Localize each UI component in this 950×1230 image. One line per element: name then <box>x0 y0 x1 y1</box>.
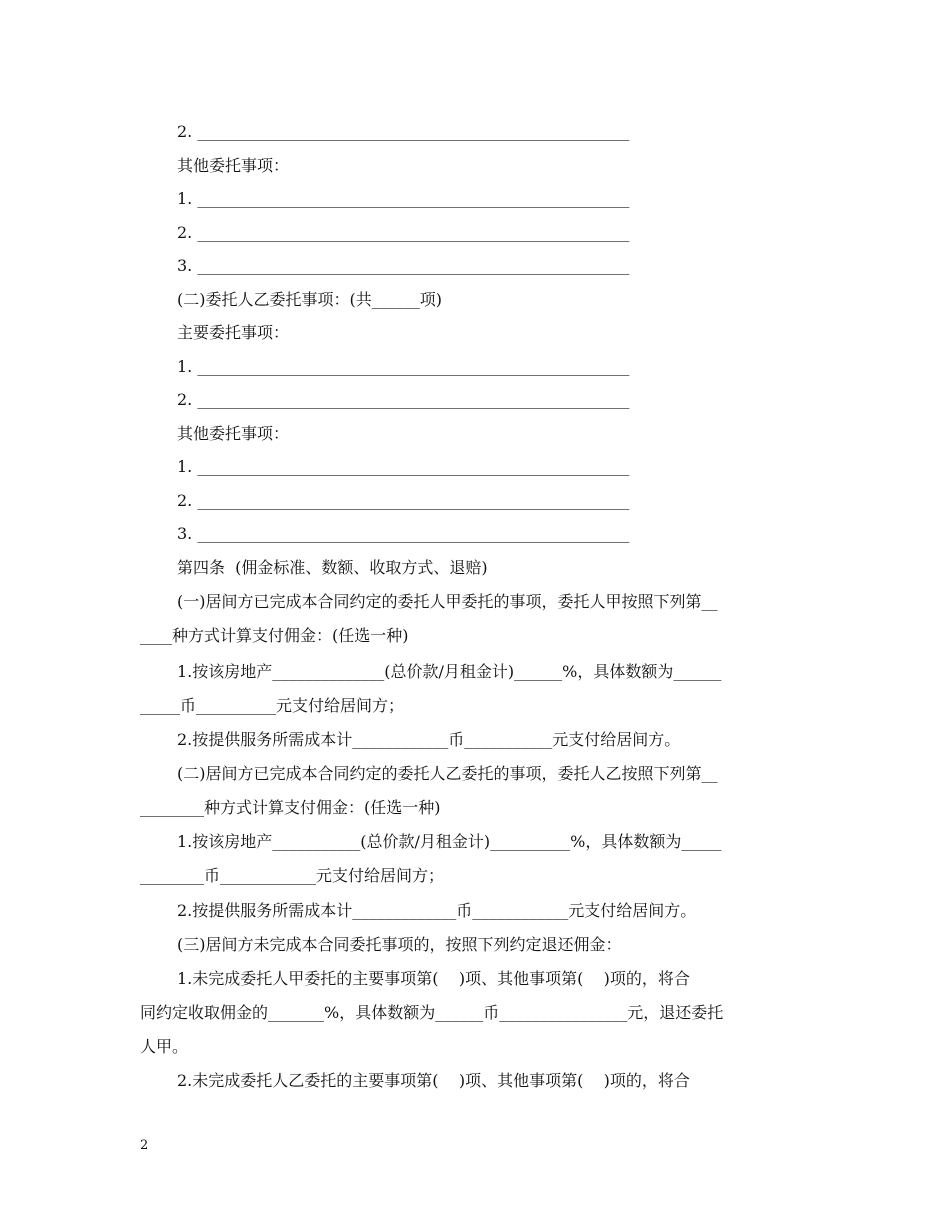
section-heading: 其他委托事项： <box>177 156 290 175</box>
paragraph-line: 人甲。 <box>140 1037 189 1056</box>
paragraph-line: 1.按该房地产___________(总价款/月租金计)__________%，具体数额为_____ <box>177 832 722 851</box>
list-item: 2. ______________________________________________________ <box>177 491 630 510</box>
list-item: 2. ______________________________________________________ <box>177 122 630 141</box>
paragraph-line: ________种方式计算支付佣金：(任选一种) <box>140 798 441 817</box>
list-item: 3. ______________________________________________________ <box>177 524 630 543</box>
list-item: 1. ______________________________________________________ <box>177 457 630 476</box>
list-item: 2. ______________________________________________________ <box>177 390 630 409</box>
paragraph-line: 1.按该房地产______________(总价款/月租金计)______%，具体数额为______ <box>177 662 722 681</box>
paragraph-line: 同约定收取佣金的_______%，具体数额为______币________________元，退还委托 <box>140 1003 724 1022</box>
paragraph-line: ____种方式计算支付佣金：(任选一种) <box>140 626 409 645</box>
paragraph-line: 2.按提供服务所需成本计____________币___________元支付给居间方。 <box>177 730 681 749</box>
paragraph-line: (三)居间方未完成本合同委托事项的，按照下列约定退还佣金： <box>177 935 622 954</box>
paragraph-line: _____币__________元支付给居间方； <box>140 696 405 715</box>
section-heading: 其他委托事项： <box>177 424 290 443</box>
section-heading: 主要委托事项： <box>177 323 290 342</box>
paragraph-line: (二)居间方已完成本合同约定的委托人乙委托的事项，委托人乙按照下列第__ <box>177 764 718 783</box>
paragraph-line: 1.未完成委托人甲委托的主要事项第( )项、其他事项第( )项的，将合 <box>177 969 690 988</box>
list-item: 1. ______________________________________________________ <box>177 189 630 208</box>
section-heading: (二)委托人乙委托事项：(共______项) <box>177 290 442 309</box>
paragraph-line: 2.按提供服务所需成本计_____________币____________元支付给居间方。 <box>177 901 697 920</box>
paragraph-line: 2.未完成委托人乙委托的主要事项第( )项、其他事项第( )项的，将合 <box>177 1071 690 1090</box>
paragraph-line: ________币____________元支付给居间方； <box>140 866 445 885</box>
list-item: 2. ______________________________________________________ <box>177 223 630 242</box>
list-item: 3. ______________________________________________________ <box>177 256 630 275</box>
paragraph-line: (一)居间方已完成本合同约定的委托人甲委托的事项，委托人甲按照下列第__ <box>177 592 718 611</box>
list-item: 1. ______________________________________________________ <box>177 357 630 376</box>
article-heading: 第四条 (佣金标准、数额、收取方式、退赔) <box>177 558 488 577</box>
page-number: 2 <box>140 1138 149 1153</box>
